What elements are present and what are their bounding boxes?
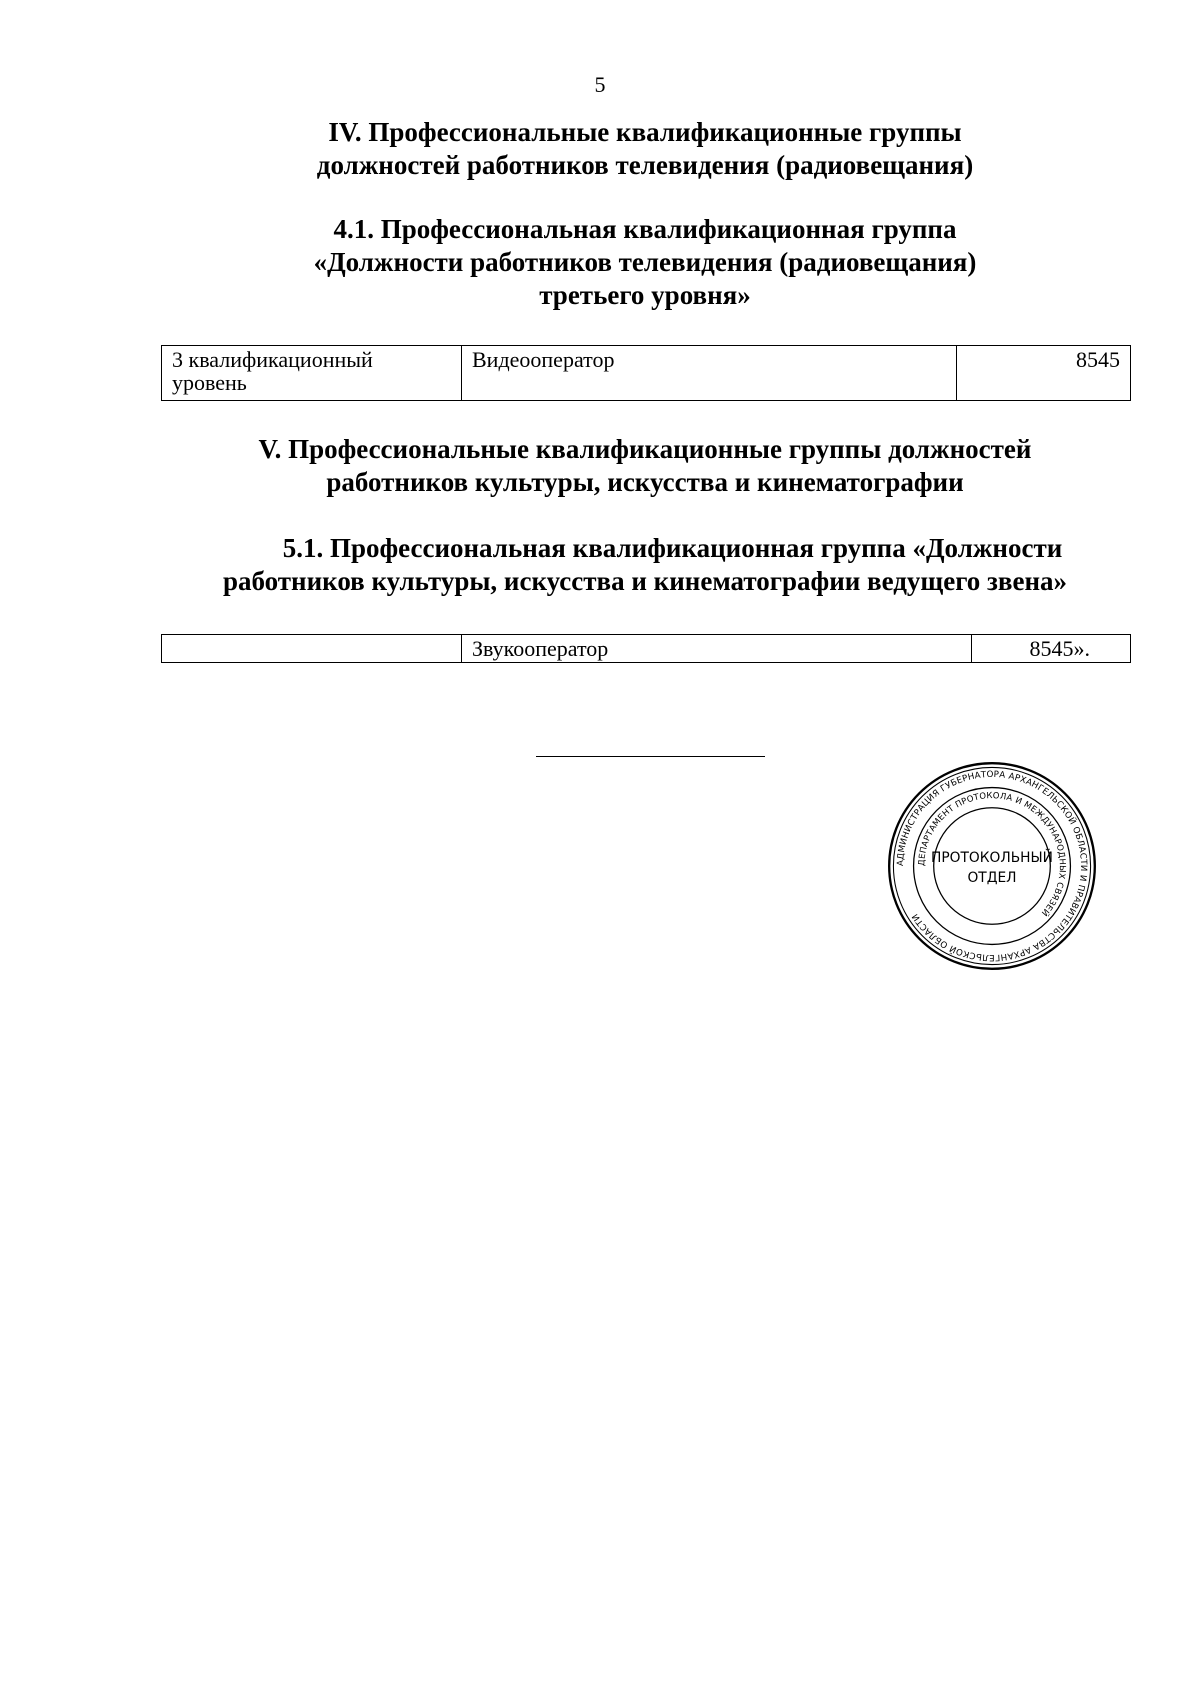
qualification-level-cell: 3 квалификационный уровень [162,346,462,401]
section-iv-heading-line2: должностей работников телевидения (радиовещания) [316,150,974,180]
subsection-4-1-heading-line1: 4.1. Профессиональная квалификационная группа [333,214,957,244]
table-row [162,635,1131,663]
seal-outer-text: АДМИНИСТРАЦИЯ ГУБЕРНАТОРА АРХАНГЕЛЬСКОЙ ОБЛАСТИ И ПРАВИТЕЛЬСТВА АРХАНГЕЛЬСКОЙ ОБЛАСТИ [895,769,1089,963]
section-iv-heading [160,116,1130,182]
position-cell: Видеооператор [462,346,957,401]
seal-inner-text: ДЕПАРТАМЕНТ ПРОТОКОЛА И МЕЖДУНАРОДНЫХ СВЯЗЕЙ [916,790,1068,919]
section-v-heading-line2: работников культуры, искусства и кинематографии [326,467,964,497]
subsection-4-1-heading-line3: третьего уровня» [539,280,751,310]
section-v-heading [160,433,1130,499]
subsection-5-1-heading-line1: 5.1. Профессиональная квалификационная группа «Должности [282,533,1063,563]
official-seal [886,760,1098,972]
subsection-5-1-heading-line2: работников культуры, искусства и кинематографии ведущего звена» [222,566,1068,596]
qualification-table-4-1 [161,345,1131,401]
qualification-level-cell [162,635,462,663]
section-iv-heading-line1: IV. Профессиональные квалификационные группы [328,117,962,147]
subsection-4-1-heading-line2: «Должности работников телевидения (радиовещания) [313,247,977,277]
amount-cell: 8545». [972,635,1131,663]
position-cell: Звукооператор [462,635,972,663]
seal-center-line1: ПРОТОКОЛЬНЫЙ [931,849,1053,866]
seal-center-line2: ОТДЕЛ [967,869,1017,886]
end-of-document-rule [536,756,765,757]
table-row [162,346,1131,401]
qualification-table-5-1 [161,634,1131,663]
amount-cell: 8545 [957,346,1131,401]
subsection-5-1-heading [160,532,1130,598]
page-number: 5 [594,72,606,97]
section-v-heading-line1: V. Профессиональные квалификационные группы должностей [258,434,1032,464]
subsection-4-1-heading [160,213,1130,312]
